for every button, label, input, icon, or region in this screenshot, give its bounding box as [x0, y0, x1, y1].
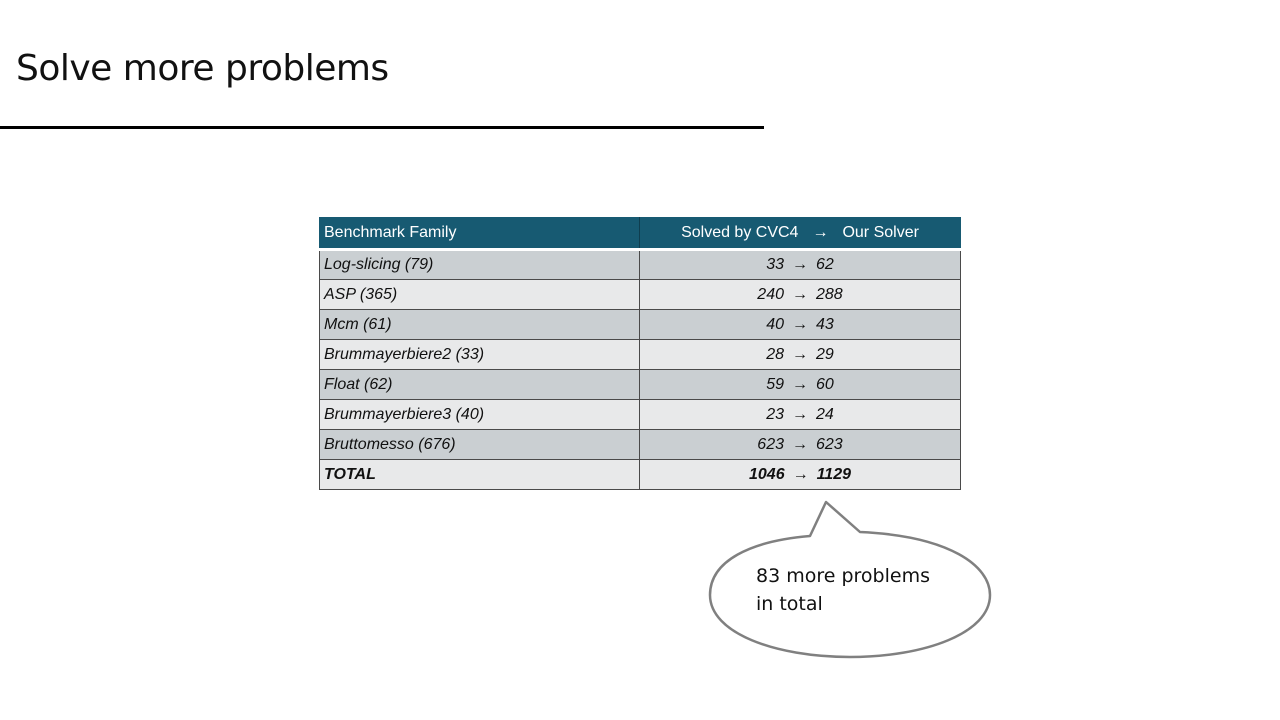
- header-our-solver: Our Solver: [842, 224, 919, 241]
- solved-cell: [640, 280, 961, 310]
- table-row: [320, 400, 961, 430]
- solved-after: 62: [816, 256, 834, 273]
- solved-after: 29: [816, 345, 834, 363]
- benchmark-family-cell: Brummayerbiere3 (40): [320, 400, 640, 430]
- solved-cell: [640, 250, 961, 280]
- solved-cell: [640, 340, 961, 370]
- arrow-right-icon: →: [792, 465, 809, 483]
- benchmark-family-cell: Log-slicing (79): [320, 250, 640, 280]
- table-row: [320, 370, 961, 400]
- title-underline: [0, 126, 764, 129]
- benchmark-table: [319, 217, 961, 490]
- solved-cell: [640, 310, 961, 340]
- arrow-right-icon: →: [792, 285, 808, 303]
- solved-before: 33: [766, 256, 784, 273]
- total-before: 1046: [749, 465, 785, 483]
- solved-before: 23: [766, 405, 784, 423]
- callout-text: [756, 562, 956, 618]
- solved-cell: [640, 430, 961, 460]
- solved-after: 60: [816, 375, 834, 393]
- total-after: 1129: [816, 465, 851, 483]
- solved-before: 28: [766, 345, 784, 363]
- benchmark-family-cell: Mcm (61): [320, 310, 640, 340]
- callout-line-2: in total: [756, 593, 823, 615]
- table-row-total: [320, 460, 961, 490]
- arrow-right-icon: →: [792, 435, 808, 453]
- solved-before: 40: [766, 315, 784, 333]
- solved-after: 24: [816, 405, 834, 423]
- table-row: [320, 340, 961, 370]
- total-label: TOTAL: [320, 460, 640, 490]
- table-row: [320, 250, 961, 280]
- benchmark-family-cell: Bruttomesso (676): [320, 430, 640, 460]
- table-row: [320, 430, 961, 460]
- solved-cell: [640, 400, 961, 430]
- arrow-right-icon: →: [792, 405, 808, 423]
- arrow-right-icon: →: [812, 224, 829, 241]
- table-row: [320, 310, 961, 340]
- arrow-right-icon: →: [792, 315, 808, 333]
- benchmark-family-cell: ASP (365): [320, 280, 640, 310]
- solved-before: 240: [757, 285, 784, 303]
- arrow-right-icon: →: [792, 256, 808, 273]
- solved-after: 623: [816, 435, 843, 453]
- arrow-right-icon: →: [792, 375, 808, 393]
- solved-after: 288: [816, 285, 843, 303]
- solved-before: 623: [757, 435, 784, 453]
- solved-after: 43: [816, 315, 834, 333]
- benchmark-family-cell: Brummayerbiere2 (33): [320, 340, 640, 370]
- solved-before: 59: [766, 375, 784, 393]
- table-header-row: [320, 218, 961, 250]
- arrow-right-icon: →: [792, 345, 808, 363]
- solved-cell: [640, 370, 961, 400]
- header-solved: [640, 218, 961, 250]
- header-solved-cvc4: Solved by CVC4: [681, 224, 799, 241]
- table-row: [320, 280, 961, 310]
- header-benchmark-family: Benchmark Family: [320, 218, 640, 250]
- slide-title: Solve more problems: [16, 48, 389, 89]
- callout-line-1: 83 more problems: [756, 565, 930, 587]
- total-solved-cell: [640, 460, 961, 490]
- benchmark-family-cell: Float (62): [320, 370, 640, 400]
